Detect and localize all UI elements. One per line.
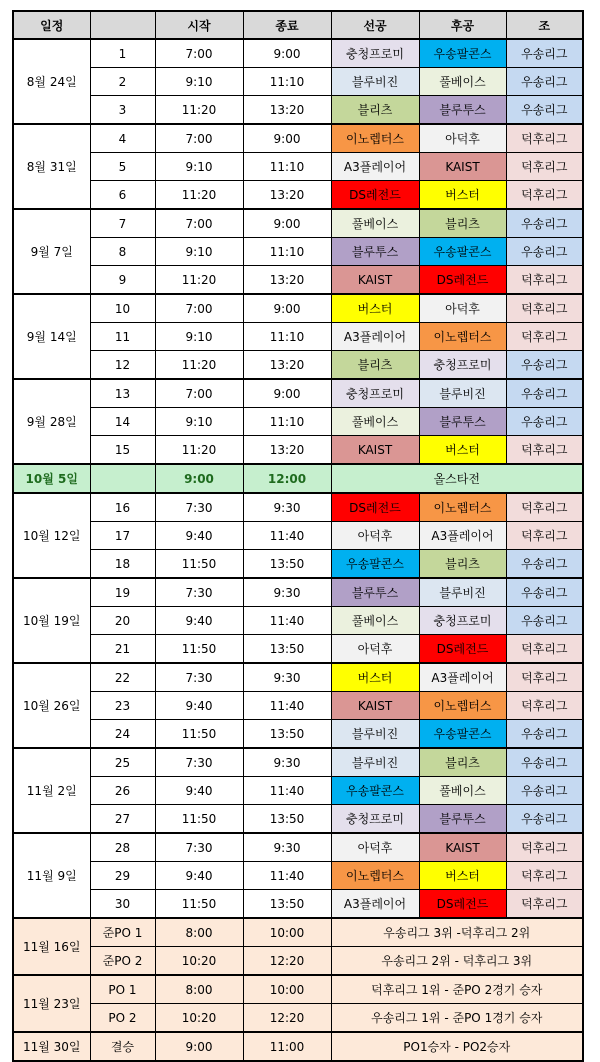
no-cell bbox=[90, 464, 155, 493]
game-row bbox=[13, 96, 583, 125]
game-row bbox=[13, 436, 583, 465]
header-no bbox=[90, 11, 155, 39]
league-cell: 덕후리그 bbox=[506, 692, 583, 720]
home-team-cell: 아덕후 bbox=[331, 833, 419, 862]
league-cell: 우송리그 bbox=[506, 550, 583, 579]
schedule-body bbox=[13, 39, 583, 1061]
away-team-cell: A3플레이어 bbox=[419, 522, 506, 550]
end-cell: 11:10 bbox=[243, 238, 331, 266]
start-cell: 7:00 bbox=[155, 294, 243, 323]
start-cell: 7:30 bbox=[155, 493, 243, 522]
end-cell: 9:00 bbox=[243, 379, 331, 408]
league-cell: 우송리그 bbox=[506, 351, 583, 380]
start-cell: 9:40 bbox=[155, 862, 243, 890]
away-team-cell: 풀베이스 bbox=[419, 777, 506, 805]
no-cell: 23 bbox=[90, 692, 155, 720]
game-row bbox=[13, 39, 583, 68]
date-cell: 10월 12일 bbox=[13, 493, 90, 578]
no-cell: 5 bbox=[90, 153, 155, 181]
league-cell: 덕후리그 bbox=[506, 635, 583, 664]
league-cell: 우송리그 bbox=[506, 720, 583, 749]
no-cell: 17 bbox=[90, 522, 155, 550]
no-cell: 3 bbox=[90, 96, 155, 125]
away-team-cell: 풀베이스 bbox=[419, 68, 506, 96]
playoff-row bbox=[13, 947, 583, 976]
no-cell: 7 bbox=[90, 209, 155, 238]
away-team-cell: 충청프로미 bbox=[419, 607, 506, 635]
home-team-cell: 충청프로미 bbox=[331, 39, 419, 68]
no-cell: 준PO 1 bbox=[90, 918, 155, 947]
end-cell: 9:00 bbox=[243, 209, 331, 238]
start-cell: 9:10 bbox=[155, 323, 243, 351]
no-cell: 4 bbox=[90, 124, 155, 153]
away-team-cell: 이노렙터스 bbox=[419, 493, 506, 522]
league-cell: 덕후리그 bbox=[506, 266, 583, 295]
game-row bbox=[13, 550, 583, 579]
start-cell: 9:10 bbox=[155, 408, 243, 436]
no-cell: 30 bbox=[90, 890, 155, 919]
end-cell: 11:10 bbox=[243, 323, 331, 351]
start-cell: 11:50 bbox=[155, 890, 243, 919]
start-cell: 11:50 bbox=[155, 805, 243, 834]
end-cell: 13:50 bbox=[243, 805, 331, 834]
away-team-cell: KAIST bbox=[419, 833, 506, 862]
home-team-cell: A3플레이어 bbox=[331, 890, 419, 919]
schedule-table bbox=[12, 10, 584, 1062]
date-cell: 10월 5일 bbox=[13, 464, 90, 493]
league-cell: 덕후리그 bbox=[506, 153, 583, 181]
away-team-cell: DS레전드 bbox=[419, 635, 506, 664]
end-cell: 9:00 bbox=[243, 39, 331, 68]
start-cell: 11:20 bbox=[155, 436, 243, 465]
start-cell: 7:30 bbox=[155, 578, 243, 607]
game-row bbox=[13, 294, 583, 323]
home-team-cell: 버스터 bbox=[331, 294, 419, 323]
start-cell: 11:20 bbox=[155, 351, 243, 380]
header-end: 종료 bbox=[243, 11, 331, 39]
away-team-cell: 아덕후 bbox=[419, 124, 506, 153]
end-cell: 11:40 bbox=[243, 692, 331, 720]
home-team-cell: 블루투스 bbox=[331, 578, 419, 607]
league-cell: 덕후리그 bbox=[506, 833, 583, 862]
no-cell: 15 bbox=[90, 436, 155, 465]
start-cell: 7:00 bbox=[155, 209, 243, 238]
home-team-cell: 블루비진 bbox=[331, 720, 419, 749]
no-cell: 18 bbox=[90, 550, 155, 579]
home-team-cell: 블루투스 bbox=[331, 238, 419, 266]
home-team-cell: KAIST bbox=[331, 436, 419, 465]
game-row bbox=[13, 607, 583, 635]
header-home: 선공 bbox=[331, 11, 419, 39]
end-cell: 11:00 bbox=[243, 1032, 331, 1061]
league-cell: 우송리그 bbox=[506, 748, 583, 777]
end-cell: 13:50 bbox=[243, 635, 331, 664]
start-cell: 9:00 bbox=[155, 464, 243, 493]
end-cell: 11:40 bbox=[243, 522, 331, 550]
no-cell: 10 bbox=[90, 294, 155, 323]
game-row bbox=[13, 578, 583, 607]
away-team-cell: 블루비진 bbox=[419, 379, 506, 408]
game-row bbox=[13, 720, 583, 749]
home-team-cell: 풀베이스 bbox=[331, 408, 419, 436]
no-cell: PO 1 bbox=[90, 975, 155, 1004]
no-cell: 2 bbox=[90, 68, 155, 96]
end-cell: 10:00 bbox=[243, 918, 331, 947]
game-row bbox=[13, 692, 583, 720]
away-team-cell: 버스터 bbox=[419, 862, 506, 890]
start-cell: 9:10 bbox=[155, 68, 243, 96]
away-team-cell: 블루투스 bbox=[419, 805, 506, 834]
start-cell: 9:40 bbox=[155, 692, 243, 720]
no-cell: 29 bbox=[90, 862, 155, 890]
league-cell: 덕후리그 bbox=[506, 522, 583, 550]
league-cell: 덕후리그 bbox=[506, 890, 583, 919]
game-row bbox=[13, 181, 583, 210]
game-row bbox=[13, 351, 583, 380]
date-cell: 11월 23일 bbox=[13, 975, 90, 1032]
date-cell: 11월 16일 bbox=[13, 918, 90, 975]
away-team-cell: 우송팔콘스 bbox=[419, 39, 506, 68]
no-cell: 1 bbox=[90, 39, 155, 68]
header-row bbox=[13, 11, 583, 39]
game-row bbox=[13, 890, 583, 919]
start-cell: 10:20 bbox=[155, 947, 243, 976]
home-team-cell: 블리츠 bbox=[331, 96, 419, 125]
no-cell: 13 bbox=[90, 379, 155, 408]
end-cell: 9:00 bbox=[243, 294, 331, 323]
start-cell: 7:00 bbox=[155, 39, 243, 68]
start-cell: 11:50 bbox=[155, 635, 243, 664]
league-cell: 덕후리그 bbox=[506, 663, 583, 692]
end-cell: 9:30 bbox=[243, 493, 331, 522]
date-cell: 9월 14일 bbox=[13, 294, 90, 379]
league-cell: 덕후리그 bbox=[506, 323, 583, 351]
away-team-cell: 블리츠 bbox=[419, 550, 506, 579]
schedule-container bbox=[12, 10, 582, 1062]
no-cell: 14 bbox=[90, 408, 155, 436]
home-team-cell: 블루비진 bbox=[331, 68, 419, 96]
no-cell: 28 bbox=[90, 833, 155, 862]
league-cell: 덕후리그 bbox=[506, 493, 583, 522]
end-cell: 12:20 bbox=[243, 947, 331, 976]
home-team-cell: KAIST bbox=[331, 692, 419, 720]
end-cell: 11:10 bbox=[243, 68, 331, 96]
game-row bbox=[13, 777, 583, 805]
away-team-cell: 블리츠 bbox=[419, 748, 506, 777]
end-cell: 12:20 bbox=[243, 1004, 331, 1033]
game-row bbox=[13, 748, 583, 777]
end-cell: 9:30 bbox=[243, 663, 331, 692]
header-date: 일정 bbox=[13, 11, 90, 39]
playoff-row bbox=[13, 918, 583, 947]
start-cell: 10:20 bbox=[155, 1004, 243, 1033]
date-cell: 11월 9일 bbox=[13, 833, 90, 918]
home-team-cell: 충청프로미 bbox=[331, 379, 419, 408]
end-cell: 11:40 bbox=[243, 777, 331, 805]
no-cell: 8 bbox=[90, 238, 155, 266]
game-row bbox=[13, 805, 583, 834]
start-cell: 11:20 bbox=[155, 266, 243, 295]
start-cell: 7:30 bbox=[155, 663, 243, 692]
date-cell: 8월 31일 bbox=[13, 124, 90, 209]
away-team-cell: 블루투스 bbox=[419, 408, 506, 436]
league-cell: 덕후리그 bbox=[506, 436, 583, 465]
home-team-cell: 충청프로미 bbox=[331, 805, 419, 834]
end-cell: 13:20 bbox=[243, 96, 331, 125]
league-cell: 우송리그 bbox=[506, 805, 583, 834]
match-cell: 우송리그 3위 -덕후리그 2위 bbox=[331, 918, 583, 947]
end-cell: 12:00 bbox=[243, 464, 331, 493]
allstar-row bbox=[13, 464, 583, 493]
away-team-cell: 우송팔콘스 bbox=[419, 720, 506, 749]
league-cell: 우송리그 bbox=[506, 209, 583, 238]
game-row bbox=[13, 408, 583, 436]
away-team-cell: KAIST bbox=[419, 153, 506, 181]
game-row bbox=[13, 833, 583, 862]
no-cell: 27 bbox=[90, 805, 155, 834]
header-start: 시작 bbox=[155, 11, 243, 39]
no-cell: 9 bbox=[90, 266, 155, 295]
match-cell: 덕후리그 1위 - 준PO 2경기 승자 bbox=[331, 975, 583, 1004]
end-cell: 13:50 bbox=[243, 890, 331, 919]
home-team-cell: KAIST bbox=[331, 266, 419, 295]
away-team-cell: A3플레이어 bbox=[419, 663, 506, 692]
away-team-cell: 이노렙터스 bbox=[419, 323, 506, 351]
game-row bbox=[13, 862, 583, 890]
start-cell: 9:40 bbox=[155, 522, 243, 550]
start-cell: 11:20 bbox=[155, 96, 243, 125]
end-cell: 9:30 bbox=[243, 748, 331, 777]
start-cell: 11:50 bbox=[155, 720, 243, 749]
away-team-cell: DS레전드 bbox=[419, 266, 506, 295]
home-team-cell: 풀베이스 bbox=[331, 607, 419, 635]
start-cell: 9:10 bbox=[155, 153, 243, 181]
date-cell: 11월 30일 bbox=[13, 1032, 90, 1061]
end-cell: 11:10 bbox=[243, 153, 331, 181]
home-team-cell: 우송팔콘스 bbox=[331, 550, 419, 579]
home-team-cell: DS레전드 bbox=[331, 493, 419, 522]
game-row bbox=[13, 635, 583, 664]
start-cell: 7:00 bbox=[155, 379, 243, 408]
game-row bbox=[13, 323, 583, 351]
start-cell: 11:20 bbox=[155, 181, 243, 210]
no-cell: 20 bbox=[90, 607, 155, 635]
game-row bbox=[13, 68, 583, 96]
header-away: 후공 bbox=[419, 11, 506, 39]
start-cell: 9:00 bbox=[155, 1032, 243, 1061]
home-team-cell: 우송팔콘스 bbox=[331, 777, 419, 805]
no-cell: 6 bbox=[90, 181, 155, 210]
no-cell: PO 2 bbox=[90, 1004, 155, 1033]
away-team-cell: 충청프로미 bbox=[419, 351, 506, 380]
match-cell: PO1승자 - PO2승자 bbox=[331, 1032, 583, 1061]
end-cell: 13:50 bbox=[243, 720, 331, 749]
home-team-cell: 블리츠 bbox=[331, 351, 419, 380]
league-cell: 우송리그 bbox=[506, 607, 583, 635]
playoff-row bbox=[13, 975, 583, 1004]
league-cell: 우송리그 bbox=[506, 96, 583, 125]
start-cell: 11:50 bbox=[155, 550, 243, 579]
home-team-cell: 블루비진 bbox=[331, 748, 419, 777]
game-row bbox=[13, 493, 583, 522]
end-cell: 10:00 bbox=[243, 975, 331, 1004]
league-cell: 우송리그 bbox=[506, 777, 583, 805]
away-team-cell: 버스터 bbox=[419, 181, 506, 210]
game-row bbox=[13, 266, 583, 295]
home-team-cell: A3플레이어 bbox=[331, 323, 419, 351]
game-row bbox=[13, 124, 583, 153]
date-cell: 9월 28일 bbox=[13, 379, 90, 464]
end-cell: 13:20 bbox=[243, 436, 331, 465]
league-cell: 덕후리그 bbox=[506, 862, 583, 890]
start-cell: 8:00 bbox=[155, 918, 243, 947]
away-team-cell: 블루투스 bbox=[419, 96, 506, 125]
date-cell: 9월 7일 bbox=[13, 209, 90, 294]
end-cell: 13:20 bbox=[243, 266, 331, 295]
game-row bbox=[13, 663, 583, 692]
playoff-row bbox=[13, 1004, 583, 1033]
end-cell: 11:40 bbox=[243, 607, 331, 635]
home-team-cell: 이노렙터스 bbox=[331, 862, 419, 890]
league-cell: 덕후리그 bbox=[506, 294, 583, 323]
game-row bbox=[13, 522, 583, 550]
no-cell: 19 bbox=[90, 578, 155, 607]
date-cell: 8월 24일 bbox=[13, 39, 90, 124]
date-cell: 10월 26일 bbox=[13, 663, 90, 748]
start-cell: 7:00 bbox=[155, 124, 243, 153]
end-cell: 11:40 bbox=[243, 862, 331, 890]
no-cell: 결승 bbox=[90, 1032, 155, 1061]
start-cell: 8:00 bbox=[155, 975, 243, 1004]
league-cell: 우송리그 bbox=[506, 379, 583, 408]
no-cell: 25 bbox=[90, 748, 155, 777]
away-team-cell: DS레전드 bbox=[419, 890, 506, 919]
home-team-cell: 이노렙터스 bbox=[331, 124, 419, 153]
start-cell: 9:10 bbox=[155, 238, 243, 266]
home-team-cell: 아덕후 bbox=[331, 522, 419, 550]
away-team-cell: 버스터 bbox=[419, 436, 506, 465]
home-team-cell: 버스터 bbox=[331, 663, 419, 692]
no-cell: 26 bbox=[90, 777, 155, 805]
game-row bbox=[13, 238, 583, 266]
away-team-cell: 우송팔콘스 bbox=[419, 238, 506, 266]
end-cell: 9:30 bbox=[243, 578, 331, 607]
home-team-cell: 아덕후 bbox=[331, 635, 419, 664]
end-cell: 9:30 bbox=[243, 833, 331, 862]
home-team-cell: DS레전드 bbox=[331, 181, 419, 210]
league-cell: 우송리그 bbox=[506, 68, 583, 96]
game-row bbox=[13, 379, 583, 408]
home-team-cell: A3플레이어 bbox=[331, 153, 419, 181]
no-cell: 22 bbox=[90, 663, 155, 692]
no-cell: 21 bbox=[90, 635, 155, 664]
end-cell: 11:10 bbox=[243, 408, 331, 436]
end-cell: 13:20 bbox=[243, 351, 331, 380]
away-team-cell: 이노렙터스 bbox=[419, 692, 506, 720]
league-cell: 우송리그 bbox=[506, 238, 583, 266]
no-cell: 11 bbox=[90, 323, 155, 351]
away-team-cell: 블리츠 bbox=[419, 209, 506, 238]
end-cell: 13:20 bbox=[243, 181, 331, 210]
date-cell: 10월 19일 bbox=[13, 578, 90, 663]
end-cell: 9:00 bbox=[243, 124, 331, 153]
no-cell: 준PO 2 bbox=[90, 947, 155, 976]
date-cell: 11월 2일 bbox=[13, 748, 90, 833]
game-row bbox=[13, 153, 583, 181]
start-cell: 9:40 bbox=[155, 607, 243, 635]
match-cell: 우송리그 1위 - 준PO 1경기 승자 bbox=[331, 1004, 583, 1033]
start-cell: 9:40 bbox=[155, 777, 243, 805]
no-cell: 16 bbox=[90, 493, 155, 522]
league-cell: 덕후리그 bbox=[506, 124, 583, 153]
league-cell: 우송리그 bbox=[506, 408, 583, 436]
away-team-cell: 블루비진 bbox=[419, 578, 506, 607]
league-cell: 덕후리그 bbox=[506, 181, 583, 210]
league-cell: 우송리그 bbox=[506, 578, 583, 607]
away-team-cell: 아덕후 bbox=[419, 294, 506, 323]
start-cell: 7:30 bbox=[155, 748, 243, 777]
end-cell: 13:50 bbox=[243, 550, 331, 579]
no-cell: 12 bbox=[90, 351, 155, 380]
start-cell: 7:30 bbox=[155, 833, 243, 862]
header-league: 조 bbox=[506, 11, 583, 39]
home-team-cell: 풀베이스 bbox=[331, 209, 419, 238]
game-row bbox=[13, 209, 583, 238]
match-cell: 우송리그 2위 - 덕후리그 3위 bbox=[331, 947, 583, 976]
no-cell: 24 bbox=[90, 720, 155, 749]
league-cell: 우송리그 bbox=[506, 39, 583, 68]
event-cell: 올스타전 bbox=[331, 464, 583, 493]
